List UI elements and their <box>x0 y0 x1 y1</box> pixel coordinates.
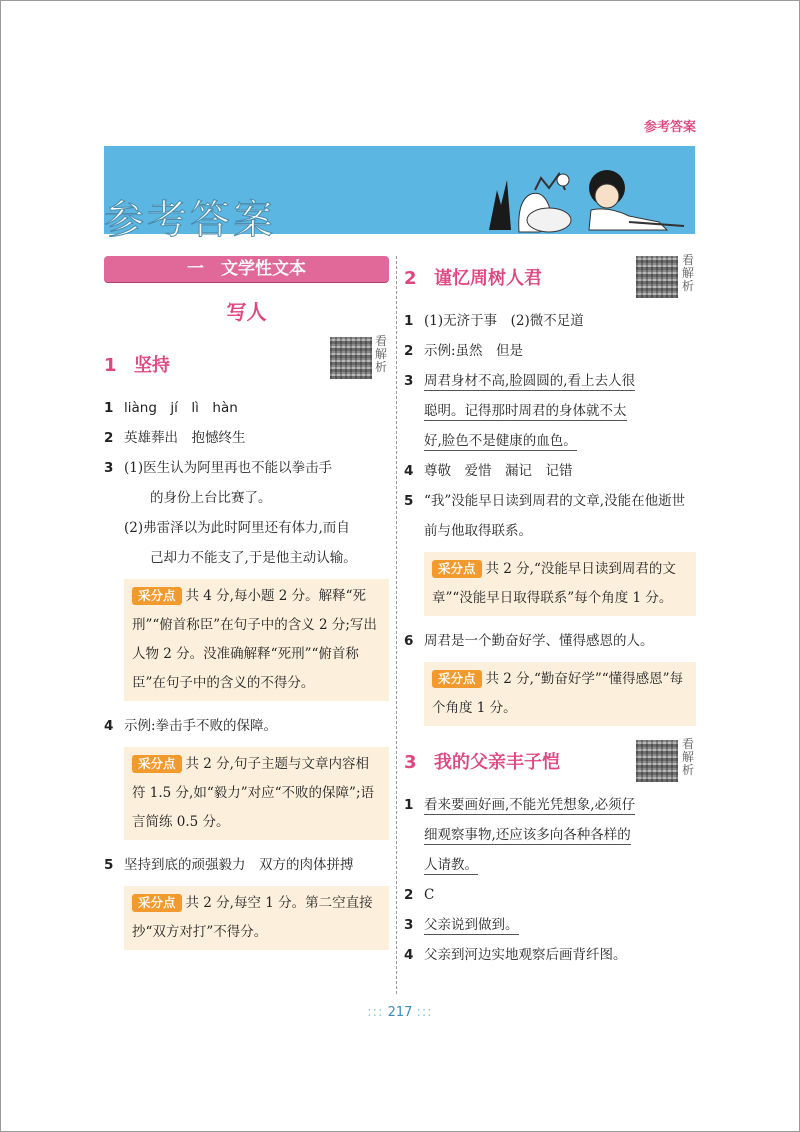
answer-text: 示例:虽然 但是 <box>424 343 524 359</box>
right-column <box>404 253 696 970</box>
answer-item <box>104 711 389 741</box>
answer-item <box>404 880 696 910</box>
answer-text: 父亲到河边实地观察后画背纤图。 <box>424 947 627 963</box>
lesson-1-header <box>104 334 389 387</box>
scoring-note <box>124 747 389 840</box>
answer-item <box>104 850 389 880</box>
page-number-ornament: ::: <box>416 1005 433 1020</box>
scoring-tag: 采分点 <box>132 587 182 605</box>
column-divider <box>396 256 397 994</box>
cartoon-illustration <box>479 150 689 234</box>
answer-number: 1 <box>104 400 114 416</box>
answer-text: 示例:拳击手不败的保障。 <box>124 718 278 734</box>
qr-code-icon[interactable] <box>636 256 678 298</box>
answer-text: 人请教。 <box>424 857 478 873</box>
answer-item <box>404 626 696 656</box>
section-bar: 一 文学性文本 <box>104 256 389 282</box>
answer-text: 坚持到底的顽强毅力 双方的肉体拼搏 <box>124 857 354 873</box>
lesson-2-title <box>404 264 542 290</box>
answer-text: 周君是一个勤奋好学、懂得感恩的人。 <box>424 633 654 649</box>
qr-label: 看解析 <box>682 737 695 777</box>
lesson-name: 我的父亲丰子恺 <box>434 752 560 773</box>
lesson-3-title <box>404 748 560 774</box>
lesson-3-header <box>404 737 696 784</box>
answer-item <box>404 366 696 396</box>
lesson-number: 2 <box>404 268 417 289</box>
scoring-note <box>424 662 696 726</box>
page-number-value: 217 <box>387 1005 413 1020</box>
page-number-ornament: ::: <box>367 1005 384 1020</box>
qr-code-icon[interactable] <box>636 740 678 782</box>
answer-item <box>404 456 696 486</box>
answer-text: (1)医生认为阿里再也不能以拳击手 <box>124 460 333 476</box>
answer-text: 己却力不能支了,于是他主动认输。 <box>150 550 357 566</box>
answer-item <box>404 486 696 546</box>
lesson-2-header <box>404 253 696 300</box>
answer-text: 周君身材不高,脸圆圆的,看上去人很 <box>424 373 636 389</box>
answer-text: C <box>424 887 435 903</box>
scoring-note <box>424 552 696 616</box>
answer-item <box>404 336 696 366</box>
scoring-note <box>124 886 389 950</box>
answer-text: 细观察事物,还应该多向各种各样的 <box>424 827 631 843</box>
title-banner <box>104 146 695 243</box>
note-text: 共 4 分,每小题 2 分。解释“死刑”“俯首称臣”在句子中的含义 2 分;写出人物 2 分。没准确解释“死刑”“俯首称臣”在句子中的含义的不得分。 <box>132 588 377 691</box>
answer-text: 聪明。记得那时周君的身体就不太 <box>424 403 627 419</box>
qr-code-icon[interactable] <box>330 337 372 379</box>
answer-number: 6 <box>404 633 414 649</box>
note-text: 共 2 分,“没能早日读到周君的文章”“没能早日取得联系”每个角度 1 分。 <box>432 561 676 606</box>
answer-item <box>104 453 389 483</box>
answer-number: 3 <box>404 917 414 933</box>
subhead: 写人 <box>226 300 267 324</box>
answer-number: 4 <box>404 463 414 479</box>
answer-number: 1 <box>404 797 414 813</box>
answer-item <box>404 306 696 336</box>
note-text: 共 2 分,每空 1 分。第二空直接抄“双方对打”不得分。 <box>132 895 373 940</box>
answer-number: 4 <box>104 718 114 734</box>
lesson-1-title <box>104 351 170 377</box>
note-text: 共 2 分,句子主题与文章内容相符 1.5 分,如“毅力”对应“不败的保障”;语言简练 0.5 分。 <box>132 756 374 830</box>
qr-label: 看解析 <box>375 334 388 374</box>
banner-title: 参考答案 <box>104 197 276 243</box>
answer-item <box>404 790 696 820</box>
answer-text: 看来要画好画,不能光凭想象,必须仔 <box>424 797 636 813</box>
left-column <box>104 256 389 960</box>
answer-text: (2)弗雷泽以为此时阿里还有体力,而自 <box>124 520 350 536</box>
scoring-tag: 采分点 <box>432 560 482 578</box>
qr-label: 看解析 <box>682 253 695 293</box>
answer-text: 父亲说到做到。 <box>424 917 519 933</box>
answer-number: 5 <box>104 857 114 873</box>
lesson-name: 坚持 <box>134 355 170 376</box>
scoring-tag: 采分点 <box>132 894 182 912</box>
answer-number: 4 <box>404 947 414 963</box>
answer-number: 3 <box>404 373 414 389</box>
note-text: 共 2 分,“勤奋好学”“懂得感恩”每个角度 1 分。 <box>432 671 684 716</box>
answer-item <box>404 940 696 970</box>
scoring-note <box>124 579 389 701</box>
answer-item <box>104 423 389 453</box>
answer-number: 2 <box>404 343 414 359</box>
scoring-tag: 采分点 <box>432 670 482 688</box>
answer-item <box>404 910 696 940</box>
answer-number: 2 <box>104 430 114 446</box>
running-head: 参考答案 <box>643 120 696 135</box>
answer-text: 英雄葬出 抱憾终生 <box>124 430 246 446</box>
lesson-number: 3 <box>404 752 417 773</box>
answer-number: 5 <box>404 493 414 509</box>
answer-text: 好,脸色不是健康的血色。 <box>424 433 577 449</box>
lesson-name: 谨忆周树人君 <box>434 268 542 289</box>
answer-number: 1 <box>404 313 414 329</box>
answer-text: “我”没能早日读到周君的文章,没能在他逝世前与他取得联系。 <box>424 493 686 539</box>
answer-text: (1)无济于事 (2)微不足道 <box>424 313 584 329</box>
lesson-number: 1 <box>104 355 117 376</box>
answer-number: 3 <box>104 460 114 476</box>
answer-text: 尊敬 爱惜 漏记 记错 <box>424 463 573 479</box>
answer-text: liàng jí lì hàn <box>124 400 238 416</box>
answer-item <box>104 393 389 423</box>
scoring-tag: 采分点 <box>132 755 182 773</box>
answer-number: 2 <box>404 887 414 903</box>
answer-text: 的身份上台比赛了。 <box>150 490 272 506</box>
page-number <box>0 1005 800 1020</box>
